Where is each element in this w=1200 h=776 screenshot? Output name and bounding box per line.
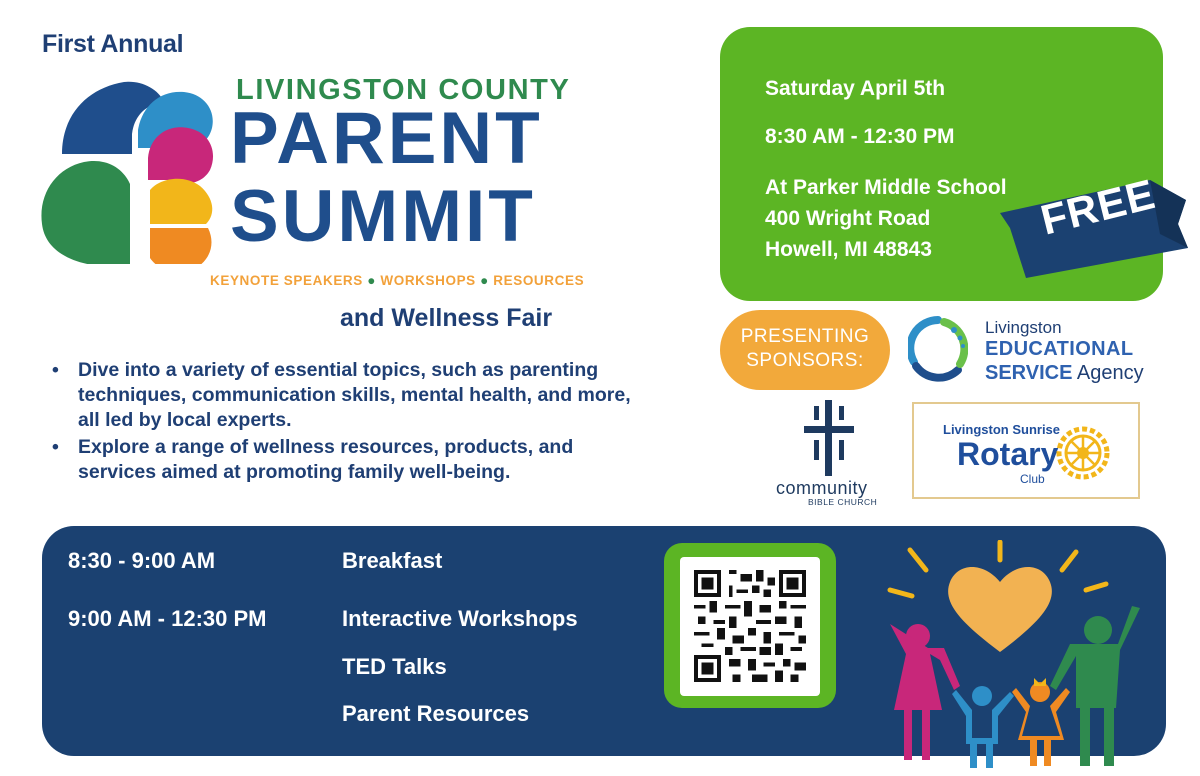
presenting-sponsors-badge: PRESENTING SPONSORS: (720, 310, 890, 390)
first-annual-label: First Annual (42, 30, 184, 58)
rotary-line1: Livingston Sunrise (943, 422, 1061, 437)
free-badge: FREE (1036, 169, 1160, 244)
tagline-workshops: WORKSHOPS (380, 273, 476, 288)
schedule-item-ted-talks: TED Talks (342, 654, 447, 679)
rotary-line3: Club (1020, 472, 1045, 486)
church-name: community (776, 478, 868, 498)
event-location (765, 172, 1007, 265)
logo-parent-text: PARENT (230, 98, 543, 179)
event-date: Saturday April 5th (765, 77, 946, 100)
subtitle-wellness-fair: and Wellness Fair (340, 304, 553, 332)
schedule-item-parent-resources: Parent Resources (342, 701, 530, 726)
qr-code-icon[interactable] (694, 568, 806, 684)
list-item: • Explore a range of wellness resources, products, and services aimed at promoting family well-being. (52, 436, 574, 483)
schedule-time-1: 8:30 - 9:00 AM (68, 548, 216, 573)
logo-county-text: LIVINGSTON COUNTY (236, 74, 571, 106)
summit-logo-icon (38, 74, 228, 264)
schedule-time-2: 9:00 AM - 12:30 PM (68, 606, 267, 631)
church-cross-icon (800, 398, 858, 478)
rotary-line2: Rotary (957, 436, 1059, 472)
lesa-name-line1: Livingston (985, 318, 1062, 337)
tagline-keynote: KEYNOTE SPEAKERS (210, 273, 363, 288)
logo-summit-text: SUMMIT (230, 176, 536, 257)
church-subname: BIBLE CHURCH (808, 497, 878, 507)
schedule-item-breakfast: Breakfast (342, 548, 443, 573)
rotary-wheel-icon (1056, 426, 1110, 480)
location-street: 400 Wright Road (765, 207, 931, 230)
location-city: Howell, MI 48843 (765, 238, 932, 261)
lesa-name-line3: SERVICE Agency (985, 362, 1144, 384)
bullet-icon: • (52, 359, 59, 381)
logo-tagline (210, 273, 584, 288)
tagline-resources: RESOURCES (493, 273, 585, 288)
tagline-dot: ● (480, 273, 489, 288)
event-time: 8:30 AM - 12:30 PM (765, 125, 955, 148)
lesa-logo-icon (908, 316, 968, 382)
list-item: • Dive into a variety of essential topics, such as parenting techniques, communication skills, mental health, and more, all led by local experts. (52, 359, 631, 431)
bullet-icon: • (52, 436, 59, 458)
feature-list (48, 358, 648, 487)
schedule-item-workshops: Interactive Workshops (342, 606, 578, 631)
lesa-name-line2: EDUCATIONAL (985, 338, 1134, 360)
family-heart-illustration (870, 540, 1160, 776)
location-name: At Parker Middle School (765, 176, 1007, 199)
tagline-dot: ● (367, 273, 377, 288)
